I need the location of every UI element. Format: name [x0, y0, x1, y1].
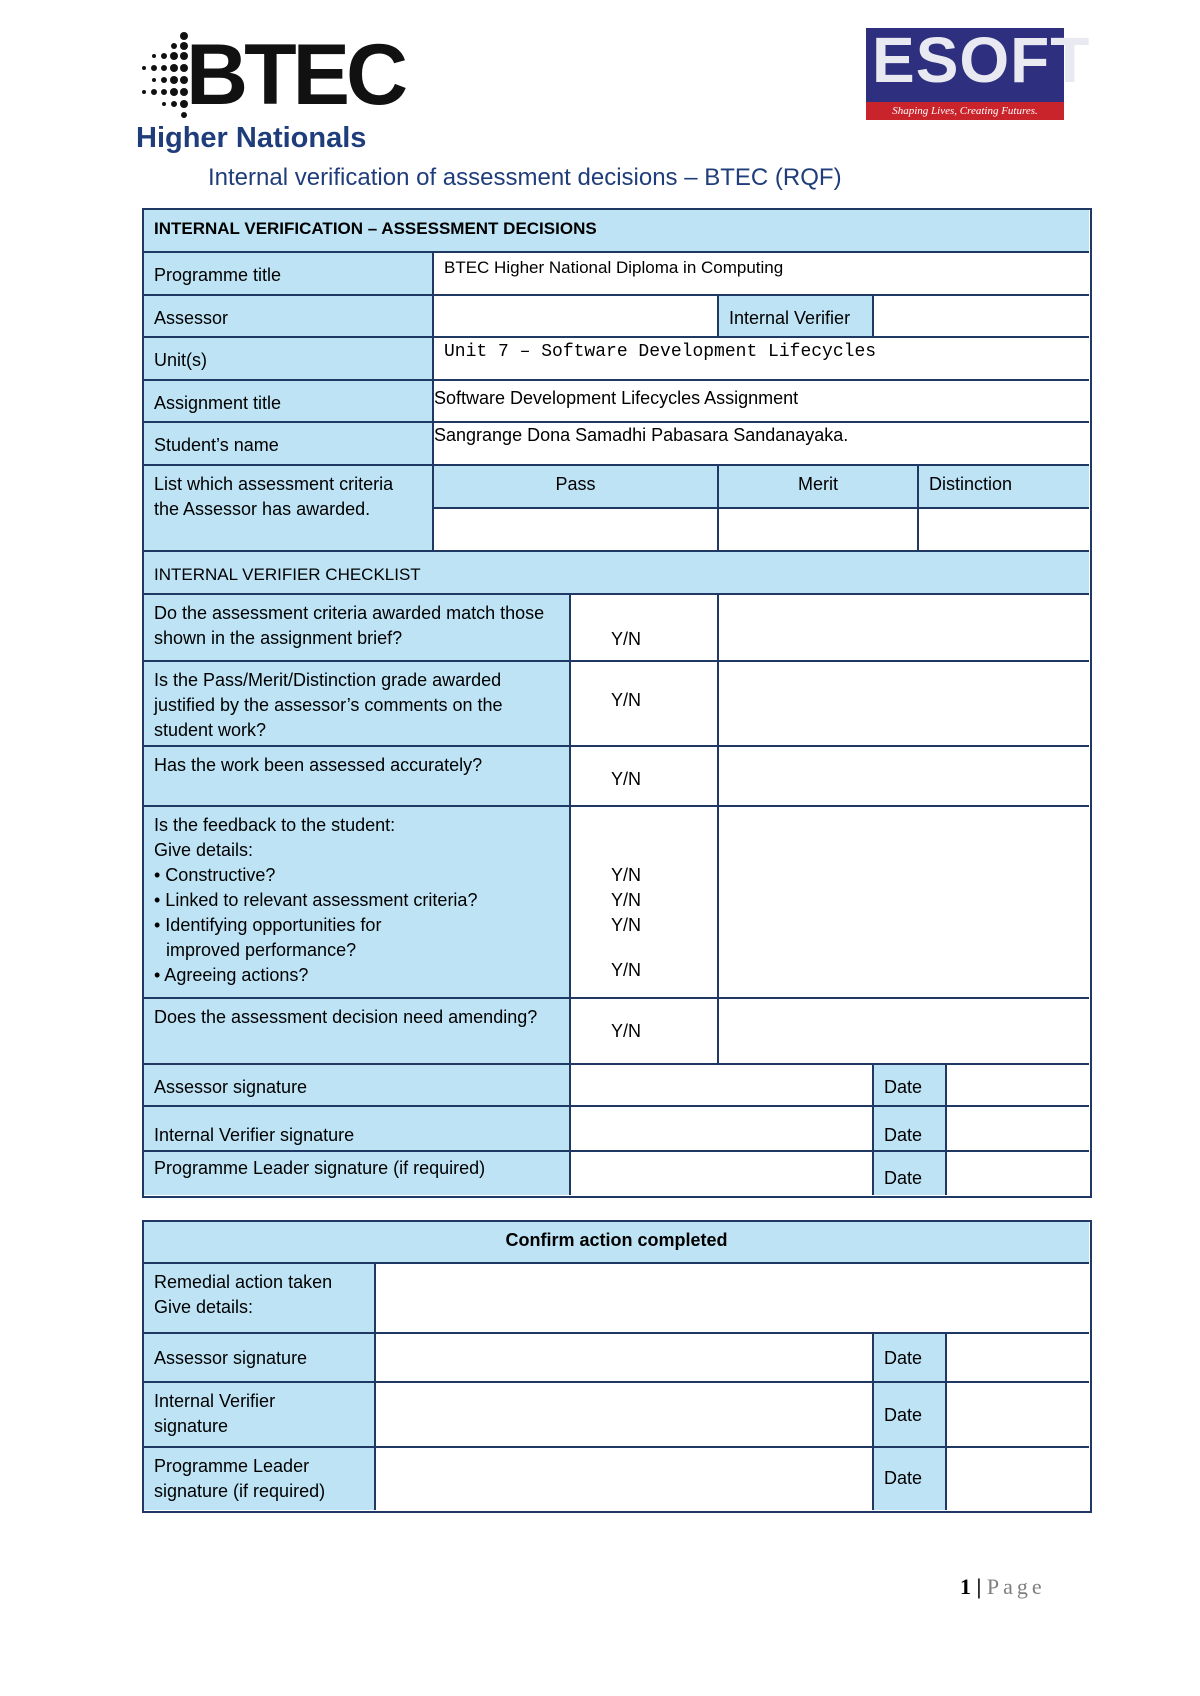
q4-line: improved performance? — [166, 940, 357, 960]
page-separator: | — [976, 1574, 982, 1599]
subtitle: Higher Nationals — [136, 122, 367, 154]
confirm-assessor-date-field[interactable] — [947, 1334, 1089, 1383]
student-name-label: Student’s name — [144, 423, 434, 466]
yn-answer-1[interactable]: Y/N — [571, 595, 719, 662]
esoft-tagline: Shaping Lives, Creating Futures. — [866, 102, 1064, 120]
esoft-logo — [866, 24, 1091, 120]
date-label: Date — [874, 1334, 947, 1383]
comment-field-2[interactable] — [719, 662, 1089, 747]
assessor-signature-field[interactable] — [571, 1065, 874, 1107]
yn-answer-2[interactable]: Y/N — [571, 662, 719, 747]
merit-criteria-input[interactable] — [719, 509, 919, 552]
student-name-value[interactable]: Sangrange Dona Samadhi Pabasara Sandanayaka. — [434, 423, 1089, 466]
q4-line: Is the feedback to the student: — [154, 815, 396, 835]
q4-line: • Identifying opportunities for — [154, 915, 382, 935]
pl-sig-line: Programme Leader — [154, 1456, 310, 1476]
checklist-question-3: Has the work been assessed accurately? — [144, 747, 571, 807]
programme-title-label: Programme title — [144, 253, 434, 296]
comment-field-4[interactable] — [719, 807, 1089, 999]
unit-value[interactable]: Unit 7 – Software Development Lifecycles — [434, 338, 1089, 381]
internal-verifier-label: Internal Verifier — [719, 296, 874, 338]
iv-signature-label: Internal Verifier signature — [144, 1107, 571, 1152]
remedial-line: Give details: — [154, 1297, 254, 1317]
yn-answer-5[interactable]: Y/N — [571, 999, 719, 1065]
iv-sig-line: Internal Verifier — [154, 1391, 276, 1411]
assessor-value[interactable] — [434, 296, 719, 338]
confirm-iv-date-field[interactable] — [947, 1383, 1089, 1448]
assessor-label: Assessor — [144, 296, 434, 338]
yn-answers-4 — [571, 807, 719, 999]
iv-signature-field[interactable] — [571, 1107, 874, 1152]
yn-linked-criteria[interactable]: Y/N — [611, 890, 642, 910]
q4-line: Give details: — [154, 840, 254, 860]
iv-sig-line: signature — [154, 1416, 229, 1436]
q4-line: • Linked to relevant assessment criteria? — [154, 890, 478, 910]
comment-field-5[interactable] — [719, 999, 1089, 1065]
btec-logo — [140, 20, 405, 123]
confirm-pl-date-field[interactable] — [947, 1448, 1089, 1510]
checklist-question-4 — [144, 807, 571, 999]
q4-line: • Agreeing actions? — [154, 965, 309, 985]
comment-field-1[interactable] — [719, 595, 1089, 662]
page-word: Page — [986, 1574, 1046, 1599]
unit-label: Unit(s) — [144, 338, 434, 381]
assignment-title-value[interactable]: Software Development Lifecycles Assignment — [434, 381, 1089, 423]
distinction-criteria-input[interactable] — [919, 509, 1089, 552]
assessor-date-field[interactable] — [947, 1065, 1089, 1107]
pl-date-field[interactable] — [947, 1152, 1089, 1195]
confirm-action-table — [142, 1220, 1092, 1513]
page-footer — [960, 1574, 1046, 1600]
q4-line: • Constructive? — [154, 865, 276, 885]
esoft-logo-text: ESOFT — [872, 24, 1091, 96]
pl-sig-line: signature (if required) — [154, 1481, 326, 1501]
confirm-assessor-signature-field[interactable] — [376, 1334, 874, 1383]
remedial-action-field[interactable] — [376, 1264, 1089, 1334]
yn-answer-3[interactable]: Y/N — [571, 747, 719, 807]
checklist-question-1: Do the assessment criteria awarded match those shown in the assignment brief? — [144, 595, 571, 662]
confirm-iv-signature-label — [144, 1383, 376, 1448]
btec-logo-text: BTEC — [186, 27, 405, 123]
checklist-question-2: Is the Pass/Merit/Distinction grade awarded justified by the assessor’s comments on the student work? — [144, 662, 571, 747]
yn-opportunities[interactable]: Y/N — [611, 915, 642, 935]
date-label: Date — [874, 1065, 947, 1107]
date-label: Date — [874, 1152, 947, 1195]
programme-title-value[interactable]: BTEC Higher National Diploma in Computing — [434, 253, 1089, 296]
pl-signature-label: Programme Leader signature (if required) — [144, 1152, 571, 1195]
yn-constructive[interactable]: Y/N — [611, 865, 642, 885]
yn-agreeing-actions[interactable]: Y/N — [611, 960, 642, 980]
date-label: Date — [874, 1448, 947, 1510]
assessor-signature-label: Assessor signature — [144, 1065, 571, 1107]
criteria-label: List which assessment criteria the Assessor has awarded. — [144, 466, 434, 552]
confirm-pl-signature-label — [144, 1448, 376, 1510]
comment-field-3[interactable] — [719, 747, 1089, 807]
date-label: Date — [874, 1107, 947, 1152]
distinction-header: Distinction — [919, 466, 1089, 509]
confirm-assessor-signature-label: Assessor signature — [144, 1334, 376, 1383]
remedial-line: Remedial action taken — [154, 1272, 333, 1292]
confirm-iv-signature-field[interactable] — [376, 1383, 874, 1448]
page-number: 1 — [960, 1574, 971, 1599]
internal-verification-table — [142, 208, 1092, 1198]
pass-header: Pass — [434, 466, 719, 509]
checklist-title: INTERNAL VERIFIER CHECKLIST — [144, 552, 1089, 595]
checklist-question-5: Does the assessment decision need amending? — [144, 999, 571, 1065]
pl-signature-field[interactable] — [571, 1152, 874, 1195]
pass-criteria-input[interactable] — [434, 509, 719, 552]
section-title: INTERNAL VERIFICATION – ASSESSMENT DECISIONS — [144, 210, 1089, 253]
remedial-action-label — [144, 1264, 376, 1334]
merit-header: Merit — [719, 466, 919, 509]
date-label: Date — [874, 1383, 947, 1448]
internal-verifier-value[interactable] — [874, 296, 1089, 338]
iv-date-field[interactable] — [947, 1107, 1089, 1152]
confirm-title: Confirm action completed — [144, 1222, 1089, 1264]
assignment-title-label: Assignment title — [144, 381, 434, 423]
confirm-pl-signature-field[interactable] — [376, 1448, 874, 1510]
document-title: Internal verification of assessment decisions – BTEC (RQF) — [208, 164, 842, 191]
